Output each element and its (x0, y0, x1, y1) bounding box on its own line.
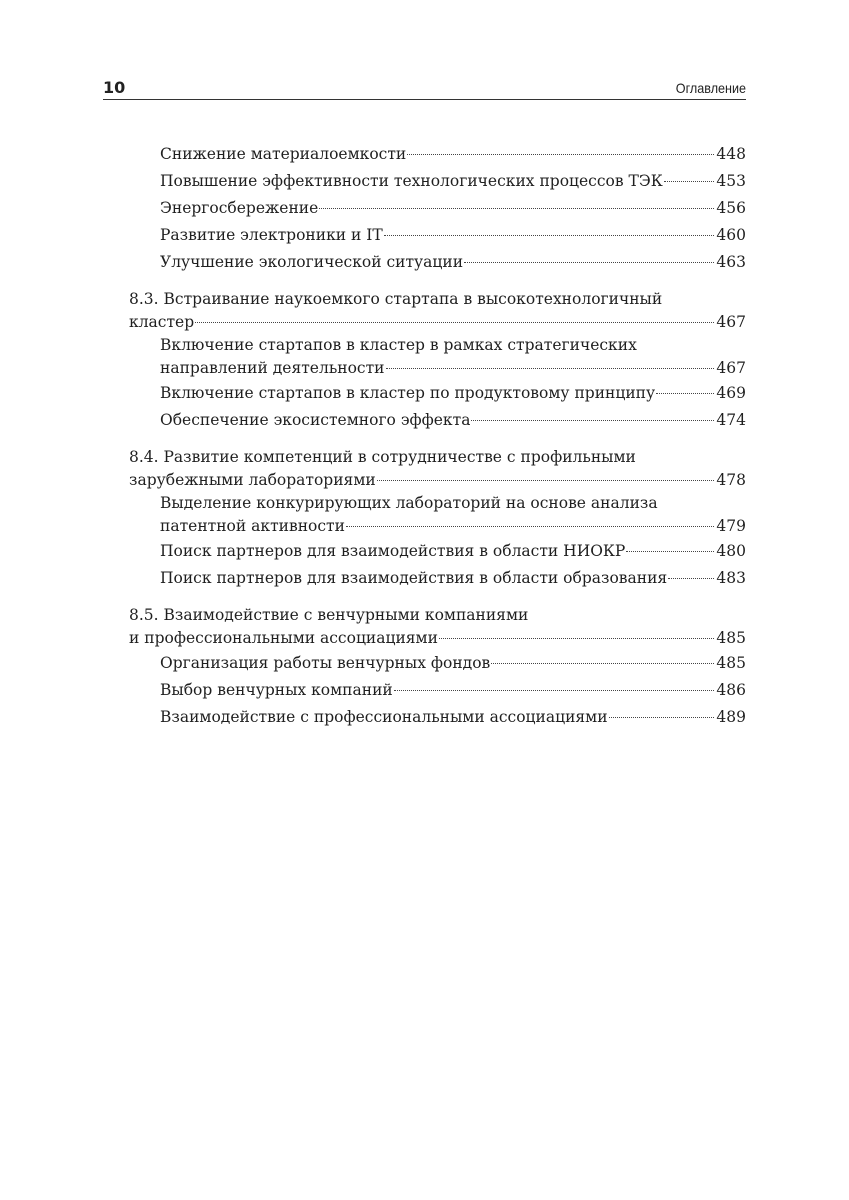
toc-entry-page: 480 (716, 542, 746, 560)
toc-entry-title-line[interactable]: Включение стартапов в кластер в рамках стратегических (160, 336, 637, 354)
dot-leader (384, 234, 715, 236)
dot-leader (386, 367, 715, 369)
toc-section-8-5 (129, 604, 746, 731)
toc-entry-page: 463 (716, 253, 746, 271)
dot-leader (195, 321, 714, 323)
toc-entry[interactable] (129, 514, 746, 538)
dot-leader (491, 662, 714, 664)
toc-entry-page: 479 (716, 517, 746, 535)
toc-entry[interactable] (129, 468, 746, 492)
toc-entry[interactable] (129, 565, 746, 592)
dot-leader (656, 392, 714, 394)
toc-entry-title: Взаимодействие с профессиональными ассоциациями (160, 708, 608, 726)
dot-leader (319, 207, 714, 209)
toc-entry[interactable] (129, 380, 746, 407)
toc-entry[interactable] (129, 677, 746, 704)
page-number: 10 (103, 78, 126, 97)
dot-leader (626, 550, 714, 552)
toc-entry[interactable] (129, 249, 746, 276)
section-heading-line[interactable]: 8.4. Развитие компетенций в сотрудничестве с профильными (129, 448, 636, 466)
toc-entry-page: 456 (716, 199, 746, 217)
toc-entry-page: 469 (716, 384, 746, 402)
toc-entry-page: 478 (716, 471, 746, 489)
dot-leader (609, 716, 715, 718)
toc-entry-page: 467 (716, 359, 746, 377)
section-heading-line[interactable]: 8.3. Встраивание наукоемкого стартапа в высокотехнологичный (129, 290, 663, 308)
toc-entry[interactable] (129, 650, 746, 677)
dot-leader (407, 153, 714, 155)
toc-entry-page: 460 (716, 226, 746, 244)
section-heading-tail: и профессиональными ассоциациями (129, 629, 438, 647)
dot-leader (439, 637, 714, 639)
toc-entry[interactable] (129, 704, 746, 731)
toc-entry[interactable] (129, 195, 746, 222)
dot-leader (664, 180, 715, 182)
toc-entry-title: Улучшение экологической ситуации (160, 253, 464, 271)
running-head: Оглавление (675, 80, 746, 96)
toc-entry[interactable] (129, 168, 746, 195)
section-heading-line[interactable]: 8.5. Взаимодействие с венчурными компаниями (129, 606, 529, 624)
toc-entry-title: Повышение эффективности технологических процессов ТЭК (160, 172, 663, 190)
toc-entry-page: 483 (716, 569, 746, 587)
toc-entry-title: Обеспечение экосистемного эффекта (160, 411, 471, 429)
toc-entry[interactable] (129, 310, 746, 334)
dot-leader (668, 577, 714, 579)
toc-entry-page: 485 (716, 654, 746, 672)
toc-entry-title: Выбор венчурных компаний (160, 681, 393, 699)
toc-entry-page: 448 (716, 145, 746, 163)
toc-section-8-3 (129, 288, 746, 434)
toc-group-continuation (129, 141, 746, 276)
section-heading-tail: зарубежными лабораториями (129, 471, 376, 489)
page-header (103, 77, 746, 100)
toc-entry[interactable] (129, 222, 746, 249)
dot-leader (394, 689, 715, 691)
toc-entry[interactable] (129, 141, 746, 168)
toc-entry-title: Включение стартапов в кластер по продуктовому принципу (160, 384, 656, 402)
toc-entry[interactable] (129, 407, 746, 434)
dot-leader (464, 261, 714, 263)
toc-entry-title: Поиск партнеров для взаимодействия в области НИОКР (160, 542, 626, 560)
dot-leader (377, 479, 715, 481)
toc-entry-title: направлений деятельности (160, 359, 385, 377)
toc-entry-page: 489 (716, 708, 746, 726)
toc-section-8-4 (129, 446, 746, 592)
toc-entry[interactable] (129, 356, 746, 380)
toc-entry-page: 467 (716, 313, 746, 331)
toc-entry[interactable] (129, 626, 746, 650)
toc-entry-title-line[interactable]: Выделение конкурирующих лабораторий на основе анализа (160, 494, 658, 512)
table-of-contents (129, 141, 746, 731)
toc-entry-title: патентной активности (160, 517, 345, 535)
toc-entry-title: Поиск партнеров для взаимодействия в области образования (160, 569, 668, 587)
section-heading-tail: кластер (129, 313, 195, 331)
toc-entry-title: Организация работы венчурных фондов (160, 654, 491, 672)
toc-entry-page: 453 (716, 172, 746, 190)
toc-entry-title: Развитие электроники и IT (160, 226, 383, 244)
toc-entry-title: Энергосбережение (160, 199, 319, 217)
dot-leader (346, 525, 714, 527)
toc-entry[interactable] (129, 538, 746, 565)
dot-leader (471, 419, 714, 421)
toc-entry-page: 486 (716, 681, 746, 699)
toc-entry-page: 485 (716, 629, 746, 647)
toc-entry-title: Снижение материалоемкости (160, 145, 407, 163)
toc-entry-page: 474 (716, 411, 746, 429)
